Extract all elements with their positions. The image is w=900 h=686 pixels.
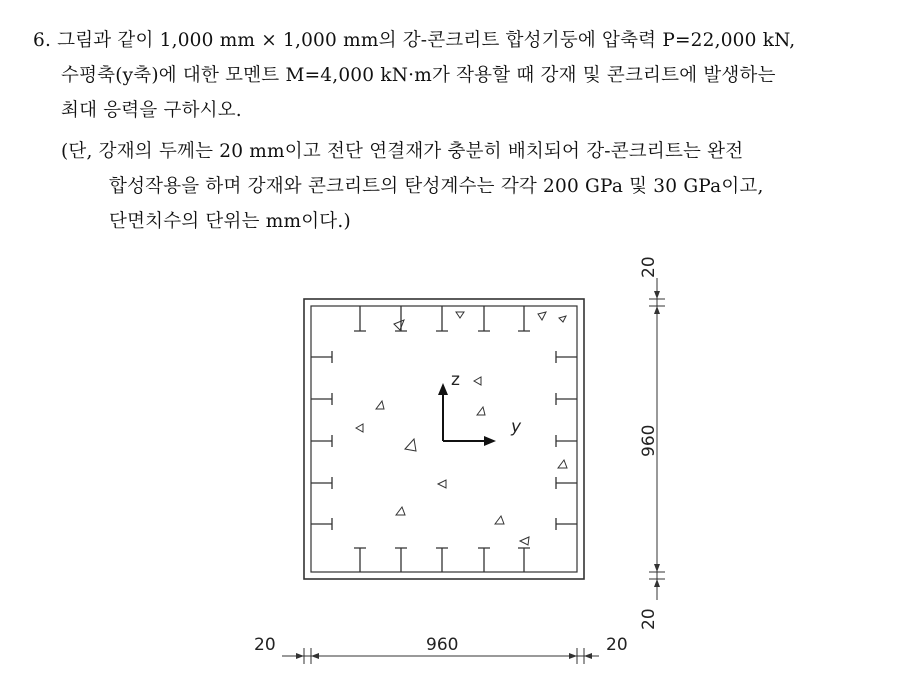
condition-line-3: 단면치수의 단위는 mm이다.) xyxy=(109,211,351,232)
condition-line-1: (단, 강재의 두께는 20 mm이고 전단 연결재가 충분히 배치되어 강-콘크리트는 완전 xyxy=(61,141,744,162)
column-cross-section-figure xyxy=(240,248,680,678)
shear-connectors-right xyxy=(556,351,577,530)
shear-connectors-bottom xyxy=(354,548,530,572)
concrete-aggregate-marks xyxy=(356,312,567,545)
shear-connectors-left xyxy=(311,351,332,530)
axis-y-label: y xyxy=(511,417,522,437)
problem-line-2: 수평축(y축)에 대한 모멘트 M=4,000 kN·m가 작용할 때 강재 및 콘크리트에 발생하는 xyxy=(61,65,776,86)
coordinate-axes xyxy=(438,383,496,446)
axis-z-label: z xyxy=(451,370,460,390)
shear-connectors-top xyxy=(354,306,530,331)
dim-right-top: 20 xyxy=(639,256,659,278)
dim-right-bottom: 20 xyxy=(639,608,659,630)
dim-right-mid: 960 xyxy=(639,424,659,457)
problem-line-3: 최대 응력을 구하시오. xyxy=(61,100,242,121)
dim-bottom-right: 20 xyxy=(606,635,628,655)
dim-bottom-left: 20 xyxy=(254,635,276,655)
condition-line-2: 합성작용을 하며 강재와 콘크리트의 탄성계수는 각각 200 GPa 및 30 GPa이고, xyxy=(109,176,764,197)
dim-bottom-mid: 960 xyxy=(426,635,459,655)
problem-line-1: 6. 그림과 같이 1,000 mm × 1,000 mm의 강-콘크리트 합성기둥에 압축력 P=22,000 kN, xyxy=(33,30,796,51)
